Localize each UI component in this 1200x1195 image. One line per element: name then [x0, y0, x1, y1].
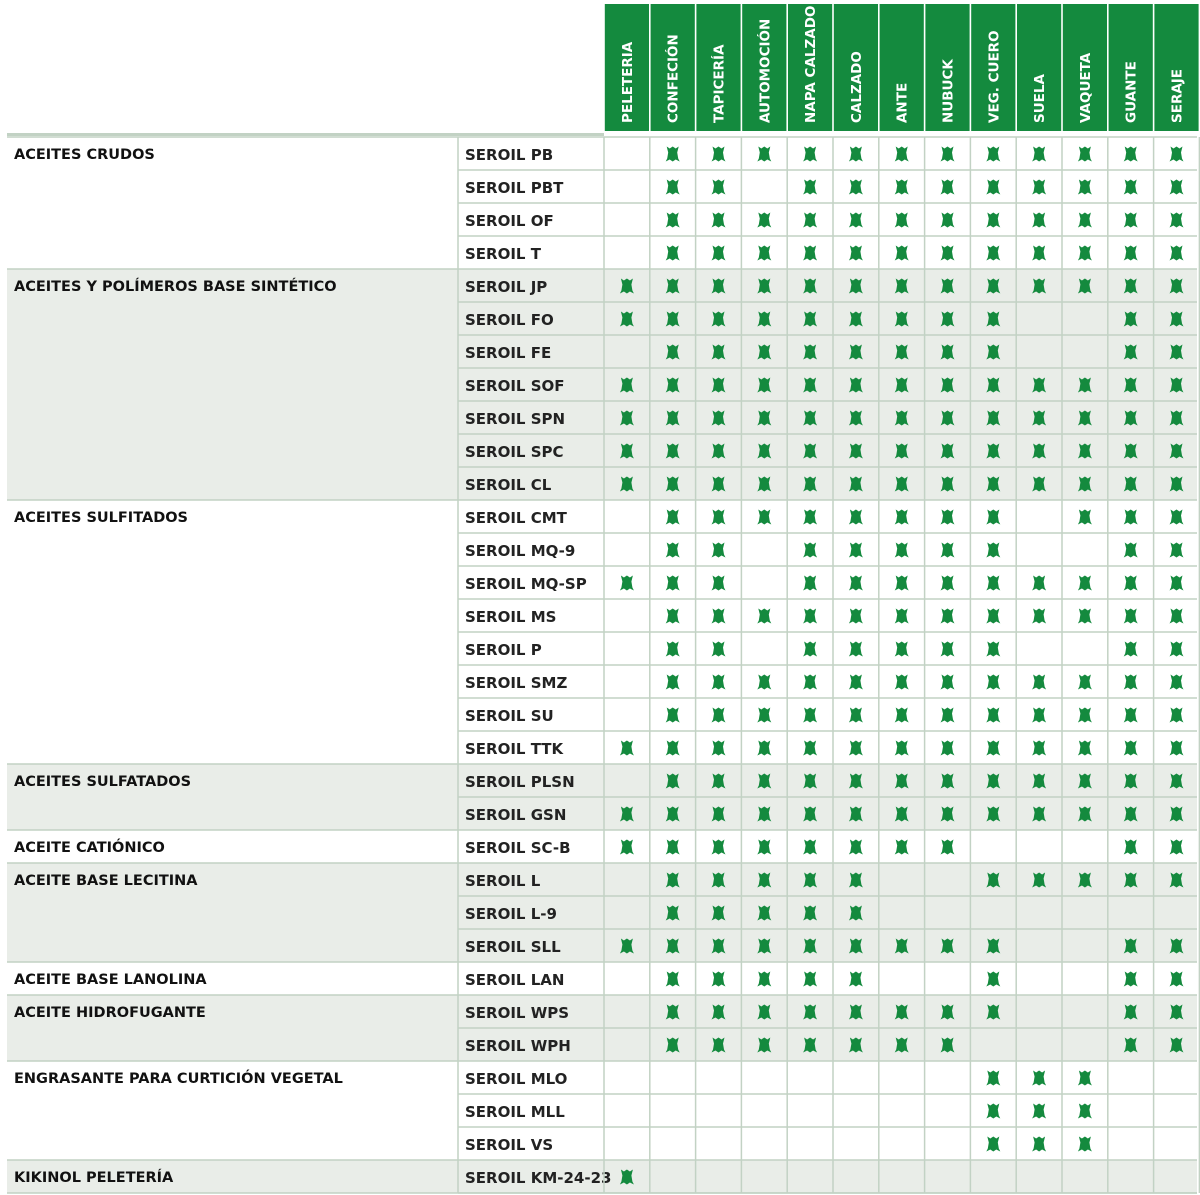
- product-group: [7, 1061, 1197, 1160]
- group-title: ACEITES SULFITADOS: [14, 510, 188, 526]
- column-header: [1109, 4, 1153, 131]
- column-header: [971, 4, 1015, 131]
- product-name: SEROIL MS: [465, 608, 557, 626]
- column-header: [1154, 4, 1198, 131]
- product-group: [7, 1160, 1197, 1193]
- product-name: SEROIL OF: [465, 212, 554, 230]
- product-name: SEROIL CMT: [465, 509, 567, 527]
- product-name: SEROIL MLL: [465, 1103, 565, 1121]
- product-name: SEROIL L: [465, 872, 541, 890]
- product-name: SEROIL PB: [465, 146, 554, 164]
- product-name: SEROIL CL: [465, 476, 552, 494]
- column-header: [605, 4, 649, 131]
- product-name: SEROIL FE: [465, 344, 552, 362]
- column-header-label: SERAJE: [1169, 68, 1186, 123]
- group-title: ACEITES SULFATADOS: [14, 774, 192, 790]
- product-name: SEROIL VS: [465, 1136, 554, 1154]
- group-title: ENGRASANTE PARA CURTICIÓN VEGETAL: [14, 1071, 343, 1087]
- product-name: SEROIL P: [465, 641, 542, 659]
- group-title: ACEITES Y POLÍMEROS BASE SINTÉTICO: [14, 279, 337, 295]
- product-name: SEROIL MQ-SP: [465, 575, 587, 593]
- group-title: ACEITE HIDROFUGANTE: [14, 1005, 206, 1021]
- column-header: [788, 4, 832, 131]
- product-group: [7, 962, 1197, 995]
- product-group: [7, 269, 1197, 500]
- product-name: SEROIL SLL: [465, 938, 561, 956]
- product-name: SEROIL L-9: [465, 905, 557, 923]
- product-group: [7, 830, 1197, 863]
- product-name: SEROIL SU: [465, 707, 554, 725]
- column-header-label: CONFECIÓN: [665, 34, 682, 123]
- product-name: SEROIL JP: [465, 278, 548, 296]
- product-name: SEROIL SMZ: [465, 674, 568, 692]
- product-name: SEROIL KM-24-23: [465, 1169, 612, 1187]
- column-header-label: VEG. CUERO: [986, 30, 1003, 123]
- product-name: SEROIL LAN: [465, 971, 565, 989]
- column-header: [834, 4, 878, 131]
- product-name: SEROIL GSN: [465, 806, 567, 824]
- column-header-label: AUTOMOCIÓN: [757, 18, 774, 123]
- column-header-label: ANTE: [894, 82, 911, 123]
- product-name: SEROIL WPS: [465, 1004, 570, 1022]
- product-name: SEROIL MQ-9: [465, 542, 576, 560]
- product-name: SEROIL SC-B: [465, 839, 571, 857]
- product-name: SEROIL WPH: [465, 1037, 571, 1055]
- column-header: [880, 4, 924, 131]
- column-header-label: PELETERIA: [619, 41, 636, 123]
- product-name: SEROIL PLSN: [465, 773, 575, 791]
- column-header: [1017, 4, 1061, 131]
- column-header: [651, 4, 695, 131]
- product-name: SEROIL T: [465, 245, 541, 263]
- column-header: [925, 4, 969, 131]
- product-name: SEROIL FO: [465, 311, 554, 329]
- group-title: ACEITE BASE LECITINA: [14, 873, 198, 889]
- product-group: [7, 863, 1197, 962]
- group-title: ACEITES CRUDOS: [14, 147, 155, 163]
- column-header-label: NAPA CALZADO: [803, 5, 820, 123]
- product-name: SEROIL SPN: [465, 410, 566, 428]
- product-name: SEROIL SPC: [465, 443, 564, 461]
- header-rule: [7, 133, 604, 136]
- column-header: [1063, 4, 1107, 131]
- column-header: [696, 4, 740, 131]
- column-header-label: CALZADO: [848, 51, 865, 123]
- column-header: [742, 4, 786, 131]
- column-header-label: GUANTE: [1123, 61, 1140, 123]
- group-title: ACEITE CATIÓNICO: [14, 840, 165, 856]
- product-name: SEROIL SOF: [465, 377, 565, 395]
- column-header-label: TAPICERÍA: [711, 44, 728, 123]
- product-name: SEROIL MLO: [465, 1070, 568, 1088]
- group-title: KIKINOL PELETERÍA: [14, 1170, 174, 1186]
- group-band: [7, 269, 1197, 500]
- column-header-label: NUBUCK: [940, 59, 957, 123]
- product-name: SEROIL PBT: [465, 179, 564, 197]
- group-title: ACEITE BASE LANOLINA: [14, 972, 207, 988]
- column-header-label: VAQUETA: [1077, 52, 1094, 123]
- table-row: [465, 1169, 634, 1187]
- product-name: SEROIL TTK: [465, 740, 564, 758]
- column-header-label: SUELA: [1032, 74, 1049, 123]
- group-band: [7, 830, 1197, 863]
